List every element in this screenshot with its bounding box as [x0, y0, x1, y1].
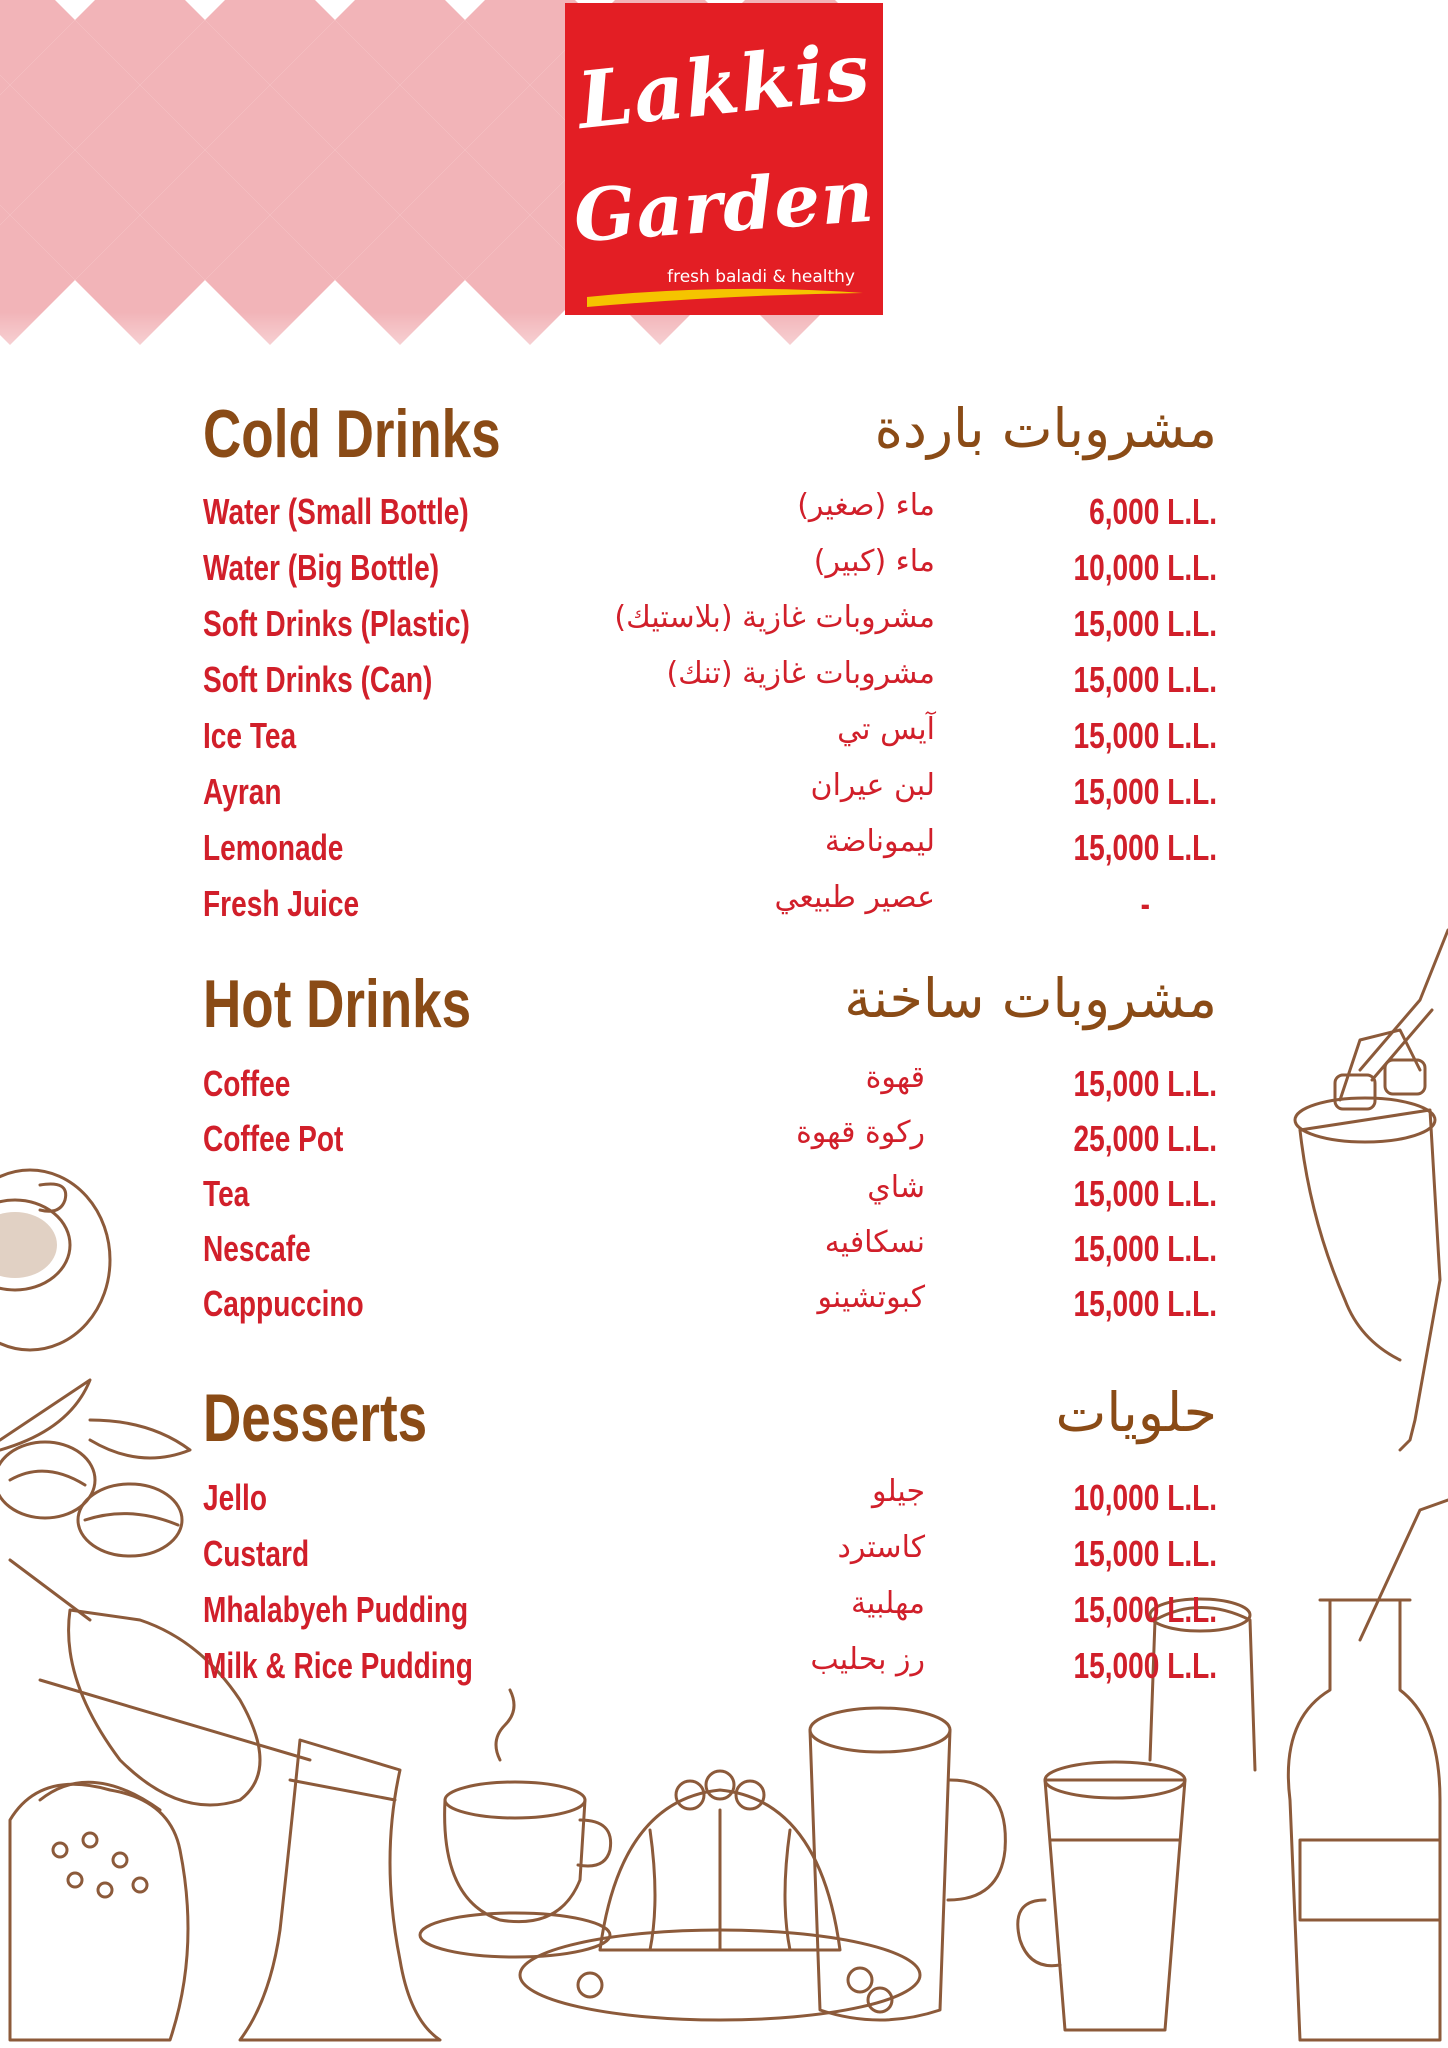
item-name-ar: مهلبية — [850, 1586, 925, 1621]
mug-sketch — [810, 1708, 1005, 2020]
item-name-ar: لبن عيران — [810, 768, 935, 803]
coffee-pot-sketch — [40, 1680, 440, 2040]
section-cold-drinks — [200, 398, 1220, 928]
item-price: 15,000 L.L. — [1073, 1283, 1217, 1324]
item-price: 15,000 L.L. — [1073, 1228, 1217, 1269]
item-name-en: Cappuccino — [203, 1283, 364, 1324]
item-name-ar: ليموناضة — [824, 824, 935, 859]
menu-item — [200, 1588, 1220, 1644]
item-name-en: Jello — [203, 1477, 267, 1518]
item-name-en: Coffee — [203, 1063, 291, 1104]
item-name-en: Soft Drinks (Can) — [203, 659, 433, 700]
section-desserts — [200, 1382, 1220, 1702]
item-name-ar: مشروبات غازية (بلاستيك) — [614, 600, 935, 635]
section-title-en: Cold Drinks — [203, 396, 501, 472]
item-name-ar: عصير طبيعي — [774, 880, 935, 915]
latte-glass-sketch — [1018, 1762, 1185, 2030]
item-price: 15,000 L.L. — [1073, 771, 1217, 812]
item-name-en: Coffee Pot — [203, 1118, 344, 1159]
logo-tagline: fresh baladi & healthy — [667, 267, 855, 287]
item-price: 15,000 L.L. — [1073, 715, 1217, 756]
item-name-ar: ماء (صغير) — [797, 488, 935, 523]
item-name-en: Fresh Juice — [203, 883, 360, 924]
menu-item — [200, 1117, 1220, 1173]
menu-item — [200, 546, 1220, 602]
item-name-ar: رز بحليب — [810, 1642, 925, 1677]
item-name-ar: ركوة قهوة — [796, 1115, 925, 1150]
item-name-ar: كاسترد — [837, 1530, 925, 1565]
item-name-en: Water (Big Bottle) — [203, 547, 440, 588]
section-title-ar: مشروبات ساخنة — [844, 967, 1217, 1030]
item-name-en: Ice Tea — [203, 715, 297, 756]
item-price: 15,000 L.L. — [1073, 1645, 1217, 1686]
section-title-en: Desserts — [203, 1380, 428, 1456]
item-name-en: Soft Drinks (Plastic) — [203, 603, 470, 644]
item-name-ar: كبوتشينو — [817, 1280, 925, 1315]
section-title-en: Hot Drinks — [203, 966, 472, 1042]
coffee-beans-sketch — [0, 1380, 190, 1556]
item-price: 15,000 L.L. — [1073, 1589, 1217, 1630]
logo-swoosh-icon — [585, 285, 865, 309]
menu-item — [200, 490, 1220, 546]
item-price: 15,000 L.L. — [1073, 603, 1217, 644]
item-name-ar: نسكافيه — [824, 1225, 925, 1260]
item-name-en: Custard — [203, 1533, 310, 1574]
item-name-en: Water (Small Bottle) — [203, 491, 469, 532]
menu-item — [200, 1532, 1220, 1588]
item-price: 15,000 L.L. — [1073, 827, 1217, 868]
item-price: 15,000 L.L. — [1073, 1533, 1217, 1574]
item-name-en: Lemonade — [203, 827, 344, 868]
item-price: 10,000 L.L. — [1073, 547, 1217, 588]
tea-cup-sketch — [420, 1690, 611, 1957]
menu-item — [200, 1282, 1220, 1338]
item-name-ar: قهوة — [865, 1060, 925, 1095]
coffee-cup-sketch — [0, 1170, 110, 1350]
item-name-ar: شاي — [867, 1170, 925, 1205]
item-price: 6,000 L.L. — [1089, 491, 1217, 532]
menu-item — [200, 826, 1220, 882]
menu-item — [200, 1227, 1220, 1283]
section-title-ar: مشروبات باردة — [874, 397, 1217, 460]
logo-text-garden: Garden — [571, 152, 877, 259]
item-price: 10,000 L.L. — [1073, 1477, 1217, 1518]
item-name-en: Tea — [203, 1173, 250, 1214]
bottle-sketch — [1288, 1500, 1448, 2040]
item-name-ar: مشروبات غازية (تنك) — [666, 656, 935, 691]
iced-glass-sketch — [1295, 930, 1448, 1450]
item-name-ar: آيس تي — [837, 712, 935, 747]
item-name-ar: ماء (كبير) — [813, 544, 935, 579]
lakkis-garden-logo — [565, 3, 883, 315]
logo-text-lakkis: Lakkis — [573, 25, 875, 148]
item-price: 15,000 L.L. — [1073, 1063, 1217, 1104]
item-price: - — [1140, 883, 1150, 924]
item-name-en: Mhalabyeh Pudding — [203, 1589, 469, 1630]
menu-item — [200, 1062, 1220, 1118]
menu-item — [200, 770, 1220, 826]
item-price: 15,000 L.L. — [1073, 659, 1217, 700]
menu-item — [200, 1644, 1220, 1700]
pudding-sketch — [520, 1771, 920, 2020]
item-name-ar: جيلو — [871, 1474, 925, 1509]
menu-item — [200, 602, 1220, 658]
item-name-en: Milk & Rice Pudding — [203, 1645, 473, 1686]
coffee-sack-sketch — [10, 1782, 188, 2040]
menu-item — [200, 882, 1220, 938]
section-hot-drinks — [200, 968, 1220, 1338]
section-title-ar: حلويات — [1055, 1381, 1217, 1444]
menu-item — [200, 1476, 1220, 1532]
menu-item — [200, 714, 1220, 770]
item-price: 15,000 L.L. — [1073, 1173, 1217, 1214]
item-price: 25,000 L.L. — [1073, 1118, 1217, 1159]
menu-item — [200, 1172, 1220, 1228]
item-name-en: Ayran — [203, 771, 282, 812]
menu-item — [200, 658, 1220, 714]
item-name-en: Nescafe — [203, 1228, 311, 1269]
